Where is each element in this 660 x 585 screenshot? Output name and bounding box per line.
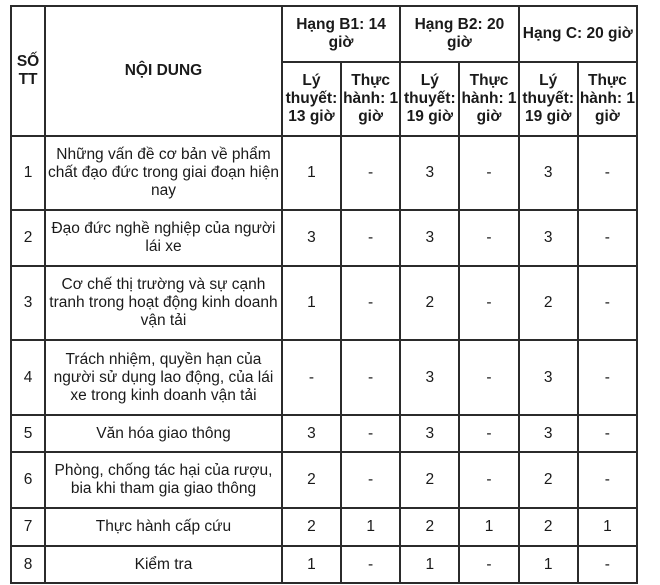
cell-c-practice: -	[578, 546, 637, 583]
cell-b1-theory: 1	[282, 266, 341, 340]
cell-b2-theory: 1	[400, 546, 459, 583]
cell-c-theory: 3	[519, 136, 578, 210]
cell-c-practice: -	[578, 340, 637, 415]
cell-b1-practice: -	[341, 546, 400, 583]
row-content: Phòng, chống tác hại của rượu, bia khi tham gia giao thông	[45, 452, 282, 508]
header-stt: SỐ TT	[11, 6, 45, 136]
cell-b1-practice: -	[341, 266, 400, 340]
header-row-groups	[11, 6, 637, 62]
cell-c-theory: 3	[519, 210, 578, 266]
row-stt: 4	[11, 340, 45, 415]
row-stt: 2	[11, 210, 45, 266]
row-content: Kiểm tra	[45, 546, 282, 583]
curriculum-table	[10, 5, 638, 584]
row-stt: 6	[11, 452, 45, 508]
cell-c-practice: -	[578, 136, 637, 210]
cell-c-theory: 2	[519, 266, 578, 340]
cell-c-theory: 2	[519, 508, 578, 546]
row-content: Những vấn đề cơ bản về phẩm chất đạo đức trong giai đoạn hiện nay	[45, 136, 282, 210]
table-row	[11, 415, 637, 452]
table-row	[11, 546, 637, 583]
row-stt: 8	[11, 546, 45, 583]
header-content: NỘI DUNG	[45, 6, 282, 136]
table-row	[11, 210, 637, 266]
cell-b2-theory: 3	[400, 210, 459, 266]
row-stt: 7	[11, 508, 45, 546]
cell-b1-practice: 1	[341, 508, 400, 546]
cell-b1-theory: 2	[282, 508, 341, 546]
cell-c-practice: 1	[578, 508, 637, 546]
cell-c-theory: 3	[519, 340, 578, 415]
cell-b2-theory: 3	[400, 340, 459, 415]
cell-b2-theory: 3	[400, 415, 459, 452]
cell-b2-theory: 3	[400, 136, 459, 210]
header-c-theory: Lý thuyết: 19 giờ	[519, 62, 578, 136]
cell-c-practice: -	[578, 452, 637, 508]
row-content: Văn hóa giao thông	[45, 415, 282, 452]
header-b1-theory: Lý thuyết: 13 giờ	[282, 62, 341, 136]
table-row	[11, 340, 637, 415]
header-b2-theory: Lý thuyết: 19 giờ	[400, 62, 459, 136]
header-c-practice: Thực hành: 1 giờ	[578, 62, 637, 136]
cell-b2-practice: -	[459, 546, 518, 583]
row-stt: 1	[11, 136, 45, 210]
cell-b1-theory: 1	[282, 136, 341, 210]
cell-b2-practice: -	[459, 136, 518, 210]
header-b2-practice: Thực hành: 1 giờ	[459, 62, 518, 136]
table-row	[11, 136, 637, 210]
cell-c-practice: -	[578, 266, 637, 340]
cell-c-theory: 3	[519, 415, 578, 452]
cell-b2-practice: -	[459, 452, 518, 508]
cell-b1-theory: 3	[282, 415, 341, 452]
cell-b2-practice: -	[459, 415, 518, 452]
header-group-b2: Hạng B2: 20 giờ	[400, 6, 518, 62]
cell-c-theory: 1	[519, 546, 578, 583]
row-stt: 5	[11, 415, 45, 452]
cell-b1-practice: -	[341, 415, 400, 452]
row-stt: 3	[11, 266, 45, 340]
cell-b1-practice: -	[341, 452, 400, 508]
cell-b2-practice: -	[459, 210, 518, 266]
header-group-b1: Hạng B1: 14 giờ	[282, 6, 400, 62]
cell-c-theory: 2	[519, 452, 578, 508]
cell-b1-theory: -	[282, 340, 341, 415]
cell-b1-practice: -	[341, 210, 400, 266]
cell-b2-practice: 1	[459, 508, 518, 546]
cell-b2-theory: 2	[400, 452, 459, 508]
cell-c-practice: -	[578, 415, 637, 452]
cell-c-practice: -	[578, 210, 637, 266]
row-content: Trách nhiệm, quyền hạn của người sử dụng lao động, của lái xe trong kinh doanh vận tải	[45, 340, 282, 415]
row-content: Cơ chế thị trường và sự cạnh tranh trong hoạt động kinh doanh vận tải	[45, 266, 282, 340]
row-content: Thực hành cấp cứu	[45, 508, 282, 546]
header-b1-practice: Thực hành: 1 giờ	[341, 62, 400, 136]
table-row	[11, 452, 637, 508]
cell-b1-theory: 2	[282, 452, 341, 508]
row-content: Đạo đức nghề nghiệp của người lái xe	[45, 210, 282, 266]
cell-b2-theory: 2	[400, 508, 459, 546]
header-group-c: Hạng C: 20 giờ	[519, 6, 637, 62]
cell-b2-practice: -	[459, 340, 518, 415]
cell-b1-theory: 1	[282, 546, 341, 583]
table-row	[11, 508, 637, 546]
cell-b1-theory: 3	[282, 210, 341, 266]
cell-b1-practice: -	[341, 136, 400, 210]
cell-b2-theory: 2	[400, 266, 459, 340]
cell-b2-practice: -	[459, 266, 518, 340]
table-row	[11, 266, 637, 340]
cell-b1-practice: -	[341, 340, 400, 415]
